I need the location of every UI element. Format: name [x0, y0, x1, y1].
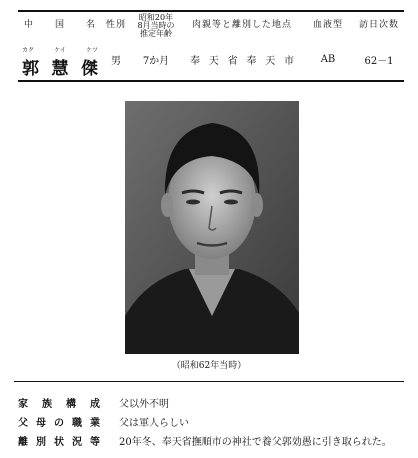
separation-place-value: 奉 天 省 奉 天 市 — [190, 56, 294, 67]
info-label: 家 族 構 成 — [18, 399, 100, 410]
header-sex: 性別 — [105, 20, 126, 30]
chinese-name: 郭 慧 傑 — [22, 59, 98, 79]
photo-caption: （昭和62年当時） — [171, 361, 247, 371]
age-value: 7か月 — [142, 56, 170, 67]
sex-value: 男 — [111, 56, 121, 67]
header-chinese-name: 中 国 名 — [24, 20, 96, 30]
portrait-illustration — [125, 101, 299, 354]
info-label: 父 母 の 職 業 — [18, 418, 100, 429]
header-estimated-age: 昭和20年 8月当時の 推定年齢 — [137, 12, 175, 38]
header-visit-count: 訪日次数 — [358, 20, 399, 30]
info-value: 20年冬、奉天省撫順市の神社で養父郭効愚に引き取られた。 — [119, 437, 392, 448]
divider — [14, 381, 404, 382]
info-label: 離 別 状 況 等 — [18, 437, 100, 448]
blood-type-value: AB — [320, 54, 336, 65]
portrait-photo — [125, 101, 299, 354]
name-ruby: カク ケイ ケツ — [22, 47, 98, 54]
visit-count-value: 62－1 — [364, 56, 394, 67]
header-separation-place: 肉親等と離別した地点 — [191, 20, 292, 30]
chinese-name-cell — [18, 39, 102, 81]
info-value: 父は軍人らしい — [119, 418, 189, 429]
info-value: 父以外不明 — [119, 399, 169, 410]
header-blood-type: 血液型 — [312, 20, 343, 30]
record-table — [18, 10, 404, 82]
